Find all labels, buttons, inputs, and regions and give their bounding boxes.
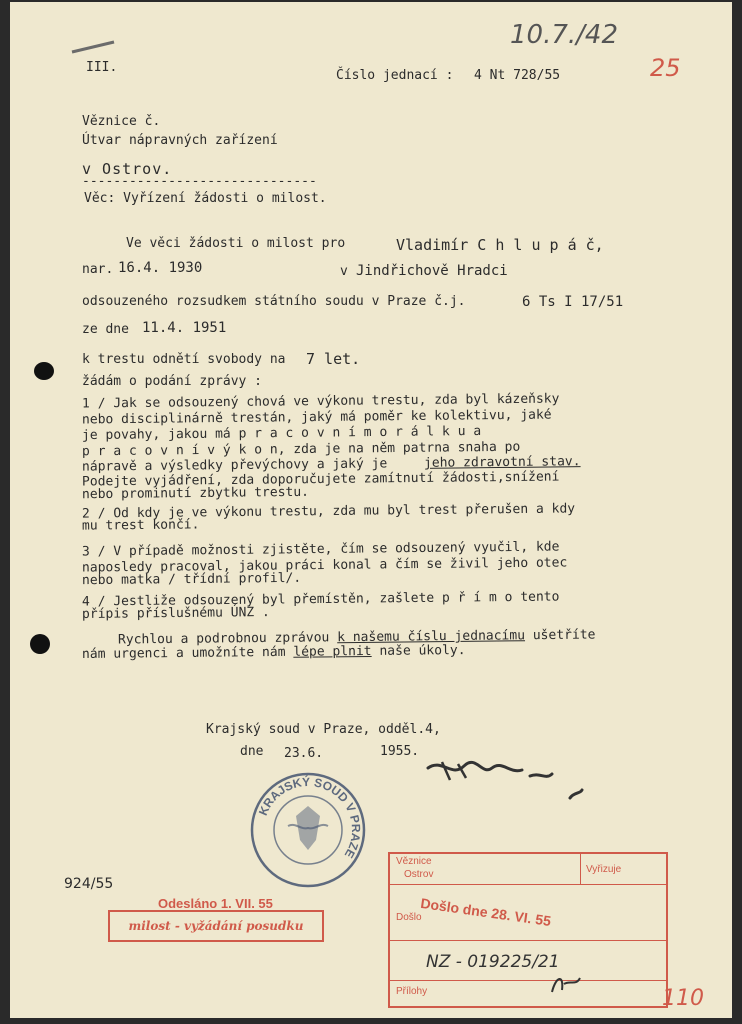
- closing-link2: lépe plnit: [293, 643, 372, 660]
- punch-hole-top: [34, 362, 54, 380]
- prison-stamp-prilohy: Přílohy: [396, 986, 428, 997]
- handwritten-date: 10.7./42: [510, 20, 618, 50]
- point1-line4: p r a c o v n í v ý k o n, zda je na něm patrna snaha po: [81, 439, 521, 460]
- intro-text: Ve věci žádosti o milost pro: [126, 236, 346, 251]
- penalty-label: k trestu odnětí svobody na: [82, 352, 286, 367]
- point3-line3: nebo matka / třídní profil/.: [81, 570, 302, 589]
- subject-line: Věc: Vyřízení žádosti o milost.: [84, 191, 327, 206]
- point1-line2: nebo disciplinárně trestán, jaký má poměr ke kolektivu, jaké: [81, 407, 552, 428]
- born-label: nar.: [82, 262, 114, 277]
- point1-line1: 1 / Jak se odsouzený chová ve výkonu trestu, zda byl kázeňsky: [81, 391, 560, 412]
- point1-line6: Podejte vyjádření, zda doporučujete zamítnutí žádosti,snížení: [81, 469, 560, 490]
- case-ref: 6 Ts I 17/51: [522, 294, 624, 310]
- point4-line1: 4 / Jestliže odsouzený byl přemístěn, zašlete p ř í m o tento: [81, 589, 560, 610]
- point4-line2: přípis příslušnému ÚNZ .: [81, 605, 270, 622]
- prison-stamp-vyrizuje: Vyřizuje: [586, 864, 622, 875]
- roman-numeral: III.: [86, 60, 118, 75]
- closing-line2-post: naše úkoly.: [379, 642, 466, 659]
- date-day: 23.6.: [284, 746, 324, 761]
- born-date: 16.4. 1930: [118, 260, 203, 276]
- punch-hole-bottom: [30, 634, 50, 654]
- signature-scribble-icon: [422, 754, 592, 810]
- recipient-line1: Věznice č.: [82, 114, 161, 129]
- point1-line7: nebo prominutí zbytku trestu.: [81, 484, 310, 503]
- penalty-value: 7 let.: [306, 350, 361, 368]
- closing-line2-pre: nám urgenci a umožníte nám: [81, 644, 286, 663]
- prison-stamp-title: Věznice: [396, 856, 432, 867]
- page-number: 25: [650, 54, 681, 82]
- prison-stamp-received: Došlo dne 28. VI. 55: [419, 894, 552, 930]
- court-name: Krajský soud v Praze, odděl.4,: [206, 722, 441, 737]
- ze-dne-label: ze dne: [82, 322, 129, 337]
- recipient-place: v Ostrov.: [82, 160, 173, 178]
- prison-stamp-initials-icon: [546, 966, 586, 998]
- subject-box-stamp-text: milost - vyžádání posudku: [128, 919, 304, 933]
- bottom-handwritten-number: 110: [662, 986, 704, 1011]
- point2-line2: mu trest končí.: [81, 517, 200, 534]
- closing-line2: [82, 643, 466, 662]
- prison-stamp-dosla: Došlo: [396, 912, 422, 923]
- recipient-dashes: ------------------------------: [82, 174, 317, 189]
- point2-line1: 2 / Od kdy je ve výkonu trestu, zda mu byl trest přerušen a kdy: [81, 501, 576, 522]
- closing-part2: ušetříte: [532, 627, 596, 644]
- recipient-line2: Útvar nápravných zařízení: [82, 133, 278, 148]
- request-line: žádám o podání zprávy :: [82, 374, 263, 389]
- convict-name: Vladimír C h l u p á č,: [396, 236, 604, 254]
- point1-line5: nápravě a výsledky převýchovy a jaký je: [81, 456, 388, 475]
- point1-health-underlined: jeho zdravotní stav.: [423, 454, 581, 471]
- closing-link1: k našemu číslu jednacímu: [337, 628, 526, 646]
- prison-stamp-number: NZ - 019225/21: [426, 952, 560, 972]
- sentenced-line: odsouzeného rozsudkem státního soudu v Praze č.j.: [82, 294, 466, 309]
- ze-dne-date: 11.4. 1951: [142, 320, 227, 336]
- prison-stamp-place: Ostrov: [404, 869, 434, 880]
- point1-line3: je povahy, jakou má p r a c o v n í m o r á l k u a: [81, 423, 482, 444]
- born-place: Jindřichově Hradci: [356, 263, 508, 279]
- point3-line2: naposledy pracoval, jakou práci konal a čím se živil jeho otec: [81, 555, 568, 576]
- reference-number: 4 Nt 728/55: [474, 68, 561, 83]
- seal-text: KRAJSKÝ SOUD V PRAZE: [255, 774, 364, 861]
- subject-box-stamp: [108, 910, 324, 942]
- point3-line1: 3 / V případě možnosti zjistěte, čím se odsouzený vyučil, kde: [81, 539, 560, 560]
- footer-ref: 924/55: [64, 876, 114, 892]
- court-seal-icon: [248, 770, 368, 890]
- document-page: [10, 2, 732, 1018]
- prison-receipt-stamp: [388, 852, 668, 1008]
- date-label: dne: [240, 744, 264, 759]
- reference-label: Číslo jednací :: [336, 68, 454, 83]
- born-place-label: v: [340, 264, 348, 279]
- staple-icon: [68, 38, 118, 58]
- closing-part1: Rychlou a podrobnou zprávou: [117, 630, 330, 648]
- date-year: 1955.: [380, 744, 420, 759]
- sent-stamp: Odesláno 1. VII. 55: [158, 896, 273, 911]
